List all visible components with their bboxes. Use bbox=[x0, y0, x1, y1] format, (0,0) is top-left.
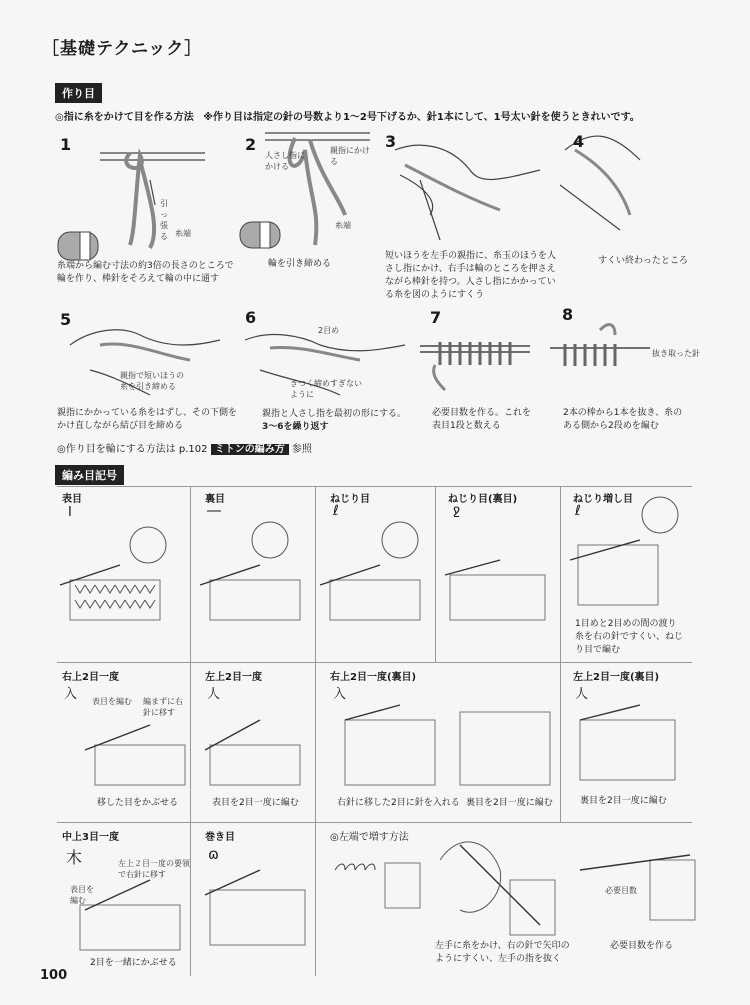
step-caption: 親指と人さし指を最初の形にする。 bbox=[262, 409, 407, 419]
step-caption: 2本の棒から1本を抜き、糸のある側から2段めを編む bbox=[563, 408, 683, 431]
ring-note-suffix: 参照 bbox=[291, 444, 312, 455]
symbol-name: ◎左端で増す方法 bbox=[330, 832, 409, 843]
step-caption: 短いほうを左手の親指に、糸玉のほうを人さし指にかけ、右手は輪のところを押さえながら棒針を持つ。人さし指にかかっている糸を図のようにすくう bbox=[385, 251, 557, 300]
symbol-glyph: ℓ bbox=[333, 503, 339, 519]
symbol-label: 左上２目一度の要領で右針に移す bbox=[118, 859, 190, 879]
swatch bbox=[210, 745, 300, 785]
step-caption: 輪を引き締める bbox=[268, 259, 332, 269]
symbol-glyph: ℓ bbox=[575, 503, 581, 519]
symbol-glyph: 人 bbox=[575, 687, 589, 702]
symbol-caption: 表目を2目一度に編む bbox=[212, 798, 299, 808]
symbol-name: 右上2目一度 bbox=[62, 672, 119, 683]
swatch bbox=[650, 860, 695, 920]
step-label: 2目め bbox=[318, 326, 340, 335]
step-number: 5 bbox=[60, 310, 72, 329]
ring-note-tag[interactable]: ミトンの編み方 bbox=[211, 444, 289, 455]
swatch bbox=[70, 580, 160, 620]
symbol-name: 表目 bbox=[62, 494, 82, 505]
step-label: 人さし指にかける bbox=[265, 151, 305, 171]
symbol-label: 編まずに右針に移す bbox=[143, 697, 183, 717]
step-label: きつく締めすぎないように bbox=[290, 379, 362, 399]
symbol-name: ねじり目 bbox=[330, 494, 370, 505]
symbol-glyph: ― bbox=[207, 503, 221, 519]
symbol-glyph: 人 bbox=[207, 687, 221, 702]
detail-circle bbox=[130, 527, 166, 563]
step-number: 7 bbox=[430, 308, 442, 327]
symbol-name: 右上2目一度(裏目) bbox=[330, 672, 417, 683]
detail-circle bbox=[642, 497, 678, 533]
step-number: 1 bbox=[60, 135, 72, 154]
symbol-name: 左上2目一度 bbox=[205, 672, 262, 683]
symbol-caption: 左手に糸をかけ、右の針で矢印のようにすくい、左手の指を抜く bbox=[435, 941, 570, 964]
step-caption-2: 3〜6を繰り返す bbox=[262, 422, 329, 432]
step-caption: すくい終わったところ bbox=[598, 256, 688, 266]
swatch bbox=[330, 580, 420, 620]
step-label: 引っ張る bbox=[160, 199, 168, 241]
symbol-caption: 裏目を2目一度に編む bbox=[580, 796, 667, 806]
step-number: 6 bbox=[245, 308, 257, 327]
page-title: ［基礎テクニック］ bbox=[42, 39, 203, 59]
symbol-glyph: I bbox=[68, 505, 72, 520]
section-heading-symbols: 編み目記号 bbox=[55, 465, 124, 485]
symbol-caption: 右針に移した2目に針を入れる bbox=[337, 798, 460, 808]
symbol-name: 左上2目一度(裏目) bbox=[573, 672, 660, 683]
swatch bbox=[95, 745, 185, 785]
swatch bbox=[580, 720, 675, 780]
symbol-name: ねじり目(裏目) bbox=[448, 494, 518, 505]
step-caption: 親指にかかっている糸をはずし、その下側をかけ直しながら結び目を締める bbox=[57, 408, 238, 431]
swatch bbox=[210, 580, 300, 620]
symbol-glyph: ɷ bbox=[208, 845, 219, 863]
symbol-name: 巻き目 bbox=[205, 832, 235, 843]
swatch bbox=[345, 720, 435, 785]
swatch bbox=[450, 575, 545, 620]
step-number: 8 bbox=[562, 305, 574, 324]
swatch bbox=[460, 712, 550, 785]
symbol-glyph: ջ bbox=[453, 503, 461, 518]
symbol-name: 中上3目一度 bbox=[62, 832, 119, 843]
detail-circle bbox=[252, 522, 288, 558]
symbol-name: ねじり増し目 bbox=[573, 494, 633, 505]
swatch bbox=[80, 905, 180, 950]
step-label: 糸端 bbox=[175, 229, 191, 238]
step-number: 2 bbox=[245, 135, 257, 154]
intro-label: ◎指に糸をかけて目を作る方法 bbox=[55, 112, 194, 123]
swatch bbox=[510, 880, 555, 935]
symbol-label: 必要目数 bbox=[605, 886, 637, 895]
symbol-caption: 1目めと2目めの間の渡り糸を右の針ですくい、ねじり目で編む bbox=[575, 619, 684, 655]
symbol-glyph: 入 bbox=[64, 687, 78, 702]
symbol-label: 表目を編む bbox=[92, 697, 132, 706]
symbol-glyph: 木 bbox=[66, 848, 83, 867]
section-heading-cast-on: 作り目 bbox=[55, 83, 102, 103]
symbol-caption: 裏目を2目一度に編む bbox=[466, 798, 553, 808]
step-label: 親指で短いほうの糸を引き締める bbox=[120, 371, 184, 391]
step-label: 糸端 bbox=[335, 221, 351, 230]
ring-note-text: ◎作り目を輪にする方法は p.102 bbox=[57, 444, 208, 455]
symbol-caption: 必要目数を作る bbox=[610, 941, 674, 951]
step-caption: 必要目数を作る。これを表目1段と数える bbox=[432, 408, 532, 431]
swatch bbox=[210, 890, 305, 945]
step-caption: 糸端から編む寸法の約3倍の長さのところで輪を作り、棒針をそろえて輪の中に通す bbox=[57, 261, 234, 284]
step-number: 4 bbox=[573, 132, 585, 151]
intro-note: ※作り目は指定の針の号数より1〜2号下げるか、針1本にして、1号太い針を使うときれいです。 bbox=[203, 112, 640, 123]
step-number: 3 bbox=[385, 132, 397, 151]
symbol-name: 裏目 bbox=[205, 494, 225, 505]
symbol-caption: 2目を一緒にかぶせる bbox=[90, 958, 177, 968]
symbol-caption: 移した目をかぶせる bbox=[97, 798, 179, 808]
swatch bbox=[385, 863, 420, 908]
detail-circle bbox=[382, 522, 418, 558]
symbol-label: 表目を編む bbox=[70, 885, 94, 905]
step-label: 親指にかける bbox=[330, 146, 370, 166]
symbol-glyph: 入 bbox=[333, 687, 347, 702]
step-label: 抜き取った針 bbox=[652, 349, 700, 358]
page-number: 100 bbox=[40, 968, 68, 983]
